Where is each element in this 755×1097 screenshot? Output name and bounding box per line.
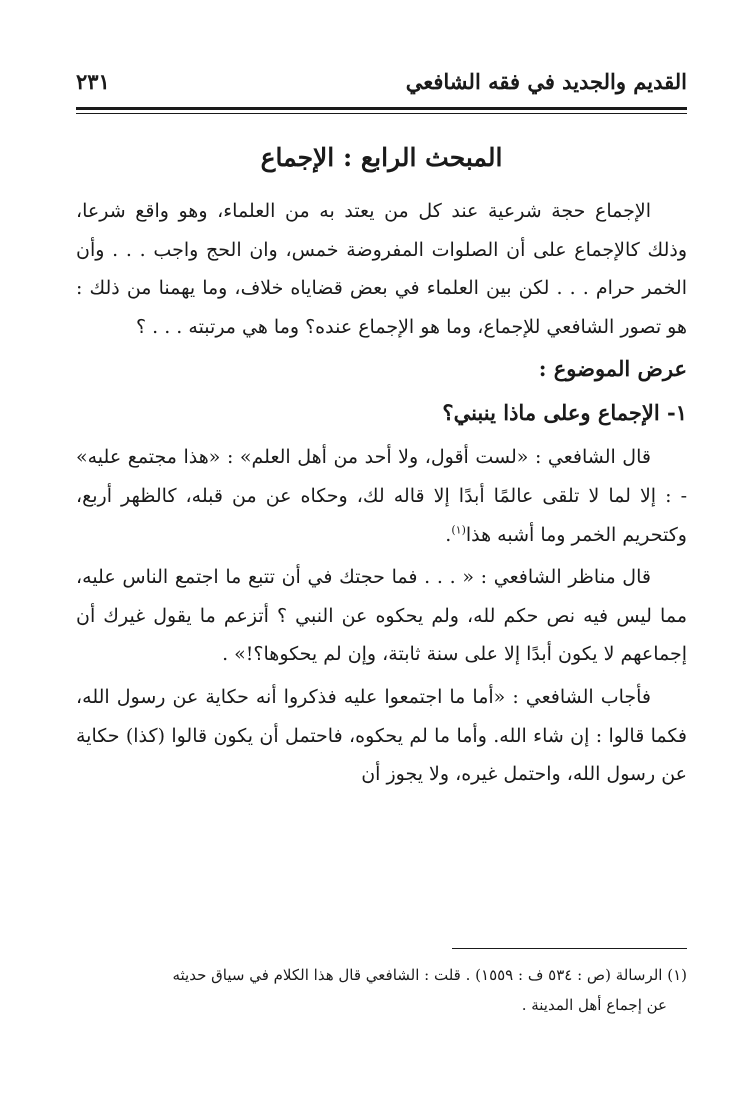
footnote-rule [452,948,687,949]
running-header [76,68,687,96]
intro-paragraph: الإجماع حجة شرعية عند كل من يعتد به من العلماء، وهو واقع شرعا، وذلك كالإجماع على أن الصلوات المفروضة خمس، وان الحج واجب . . . وأن الخمر حرام . . . لكن بين العلماء في بعض قضاياه خلاف، وما يهمنا من ذلك : هو تصور الشافعي للإجماع، وما هو الإجماع عنده؟ وما هي مرتبته . . . ؟ [76,200,687,338]
opponent-paragraph: قال مناظر الشافعي : « . . . فما حجتك في أن تتبع ما اجتمع الناس عليه، مما ليس فيه نص حكم لله، ولم يحكوه عن النبي ؟ أتزعم ما يقول غيرك أن إجماعهم لا يكون أبدًا إلا على سنة ثابتة، وإن لم يحكوها؟!» . [76,566,687,666]
topic-heading: عرض الموضوع : [538,356,687,382]
answer-paragraph: فأجاب الشافعي : «أما ما اجتمعوا عليه فذكروا أنه حكاية عن رسول الله، فكما قالوا : إن شاء الله. وأما ما لم يحكوه، فاحتمل أن يكون قالوا (كذا) حكاية عن رسول الله، واحتمل غيره، ولا يجوز أن [76,685,687,786]
section-title: المبحث الرابع : الإجماع [260,143,503,172]
footnote-reference[interactable]: (١) [451,523,466,537]
header-rule [76,107,687,110]
running-title: القديم والجديد في فقه الشافعي [405,69,687,94]
shafii-quote-end: . [445,523,452,546]
point-1-heading: ١- الإجماع وعلى ماذا ينبني؟ [442,400,687,426]
shafii-quote-text: قال الشافعي : «لست أقول، ولا أحد من أهل العلم» : «هذا مجتمع عليه» - : إلا لما لا تلقى عالمًا أبدًا إلا قاله لك، وحكاه عن من قبله، كالظهر أربع، وكتحريم الخمر وما أشبه هذا [76,446,687,546]
footnote-line-1: (١) الرسالة (ص : ٥٣٤ ف : ١٥٥٩) . قلت : الشافعي قال هذا الكلام في سياق حديثه [172,966,687,984]
page-number: ٢٣١ [76,69,110,94]
page-body [76,138,687,794]
footnote [76,960,687,1020]
shafii-quote-paragraph [76,438,687,554]
footnote-line-2: عن إجماع أهل المدينة . [521,996,667,1014]
